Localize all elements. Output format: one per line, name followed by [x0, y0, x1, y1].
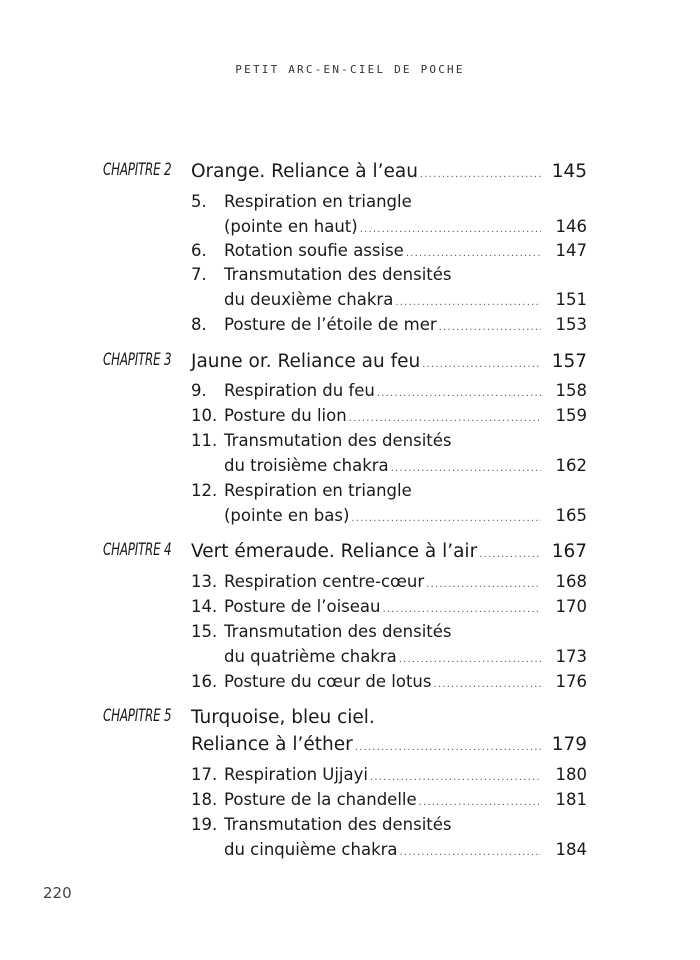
chapter-page: 145 — [551, 161, 587, 182]
toc-entry[interactable] — [191, 381, 587, 400]
entry-number: 17. — [191, 765, 218, 784]
entry-title: Posture de l’oiseau — [224, 597, 381, 616]
toc-entry[interactable] — [191, 597, 587, 616]
entry-title: Transmutation des densités — [224, 431, 452, 450]
entry-title: Rotation soufie assise — [224, 241, 404, 260]
chapter-title: Orange. Reliance à l’eau — [191, 161, 418, 182]
entry-title: (pointe en bas) — [224, 506, 350, 525]
entry-number: 15. — [191, 622, 218, 641]
entry-number: 18. — [191, 790, 218, 809]
entry-title: Respiration Ujjayi — [224, 765, 368, 784]
toc-entry[interactable] — [191, 406, 587, 425]
entry-page: 147 — [555, 241, 587, 260]
leader-dots — [377, 388, 541, 399]
leader-dots — [439, 322, 541, 333]
chapter-label: CHAPITRE 5 — [103, 706, 172, 726]
entry-number: 12. — [191, 481, 218, 500]
toc-entry[interactable] — [191, 672, 587, 691]
entry-page: 158 — [555, 381, 587, 400]
entry-number: 13. — [191, 572, 218, 591]
entry-page: 153 — [555, 315, 587, 334]
toc-entry[interactable] — [191, 622, 587, 641]
entry-page: 165 — [555, 506, 587, 525]
entry-title: du quatrième chakra — [224, 647, 397, 666]
chapter-title-row[interactable] — [191, 161, 587, 182]
entry-title: Transmutation des densités — [224, 622, 452, 641]
entry-number: 7. — [191, 265, 207, 284]
entry-page: 180 — [555, 765, 587, 784]
chapter-page: 167 — [551, 541, 587, 562]
leader-dots — [426, 579, 541, 590]
entry-number: 14. — [191, 597, 218, 616]
leader-dots — [383, 604, 542, 615]
chapter-title-row[interactable] — [191, 707, 587, 728]
chapter-title: Reliance à l’éther — [191, 734, 353, 755]
entry-title: Respiration centre-cœur — [224, 572, 425, 591]
entry-title: Respiration du feu — [224, 381, 375, 400]
entry-page: 181 — [555, 790, 587, 809]
toc-entry-continued[interactable] — [224, 217, 587, 236]
toc-entry[interactable] — [191, 192, 587, 211]
chapter-title: Vert émeraude. Reliance à l’air — [191, 541, 478, 562]
entry-title: Transmutation des densités — [224, 815, 452, 834]
entry-title: Posture du lion — [224, 406, 347, 425]
toc-entry[interactable] — [191, 431, 587, 450]
entry-number: 9. — [191, 381, 207, 400]
entry-page: 151 — [555, 290, 587, 309]
toc-entry[interactable] — [191, 481, 587, 500]
chapter-page: 157 — [551, 351, 587, 372]
entry-title: du cinquième chakra — [224, 840, 398, 859]
leader-dots — [360, 224, 541, 235]
entry-number: 16. — [191, 672, 218, 691]
entry-number: 11. — [191, 431, 218, 450]
toc-entry[interactable] — [191, 265, 587, 284]
leader-dots — [370, 772, 541, 783]
leader-dots — [479, 549, 541, 560]
entry-title: Transmutation des densités — [224, 265, 452, 284]
leader-dots — [420, 169, 541, 180]
entry-page: 159 — [555, 406, 587, 425]
entry-title: Posture de l’étoile de mer — [224, 315, 437, 334]
chapter-title-row[interactable] — [191, 734, 587, 755]
toc-entry-continued[interactable] — [224, 840, 587, 859]
entry-title: du troisième chakra — [224, 456, 389, 475]
entry-page: 176 — [555, 672, 587, 691]
entry-page: 173 — [555, 647, 587, 666]
leader-dots — [419, 797, 541, 808]
leader-dots — [433, 679, 541, 690]
entry-number: 10. — [191, 406, 218, 425]
leader-dots — [399, 654, 541, 665]
entry-number: 6. — [191, 241, 207, 260]
leader-dots — [400, 847, 541, 858]
toc-entry-continued[interactable] — [224, 506, 587, 525]
leader-dots — [355, 742, 541, 753]
chapter-page: 179 — [551, 734, 587, 755]
leader-dots — [351, 513, 541, 524]
entry-page: 170 — [555, 597, 587, 616]
chapter-title: Jaune or. Reliance au feu — [191, 351, 421, 372]
leader-dots — [349, 413, 541, 424]
entry-number: 19. — [191, 815, 218, 834]
running-head: PETIT ARC-EN-CIEL DE POCHE — [235, 63, 465, 76]
entry-title: Posture de la chandelle — [224, 790, 417, 809]
toc-entry[interactable] — [191, 790, 587, 809]
page-number: 220 — [43, 884, 72, 902]
toc-entry[interactable] — [191, 765, 587, 784]
entry-page: 184 — [555, 840, 587, 859]
chapter-title: Turquoise, bleu ciel. — [191, 707, 375, 728]
chapter-label: CHAPITRE 2 — [103, 160, 172, 180]
toc-entry[interactable] — [191, 572, 587, 591]
entry-number: 5. — [191, 192, 207, 211]
entry-page: 162 — [555, 456, 587, 475]
entry-title: Posture du cœur de lotus — [224, 672, 432, 691]
chapter-label: CHAPITRE 4 — [103, 540, 172, 560]
chapter-title-row[interactable] — [191, 351, 587, 372]
leader-dots — [422, 359, 541, 370]
toc-entry-continued[interactable] — [224, 647, 587, 666]
toc-entry[interactable] — [191, 815, 587, 834]
leader-dots — [406, 248, 541, 259]
toc-entry-continued[interactable] — [224, 456, 587, 475]
entry-title: du deuxième chakra — [224, 290, 394, 309]
entry-number: 8. — [191, 315, 207, 334]
toc-entry[interactable] — [191, 241, 587, 260]
leader-dots — [391, 463, 541, 474]
leader-dots — [395, 297, 541, 308]
entry-title: Respiration en triangle — [224, 192, 412, 211]
entry-title: Respiration en triangle — [224, 481, 412, 500]
chapter-title-row[interactable] — [191, 541, 587, 562]
chapter-label: CHAPITRE 3 — [103, 350, 172, 370]
toc-entry[interactable] — [191, 315, 587, 334]
entry-page: 146 — [555, 217, 587, 236]
entry-title: (pointe en haut) — [224, 217, 358, 236]
entry-page: 168 — [555, 572, 587, 591]
toc-entry-continued[interactable] — [224, 290, 587, 309]
